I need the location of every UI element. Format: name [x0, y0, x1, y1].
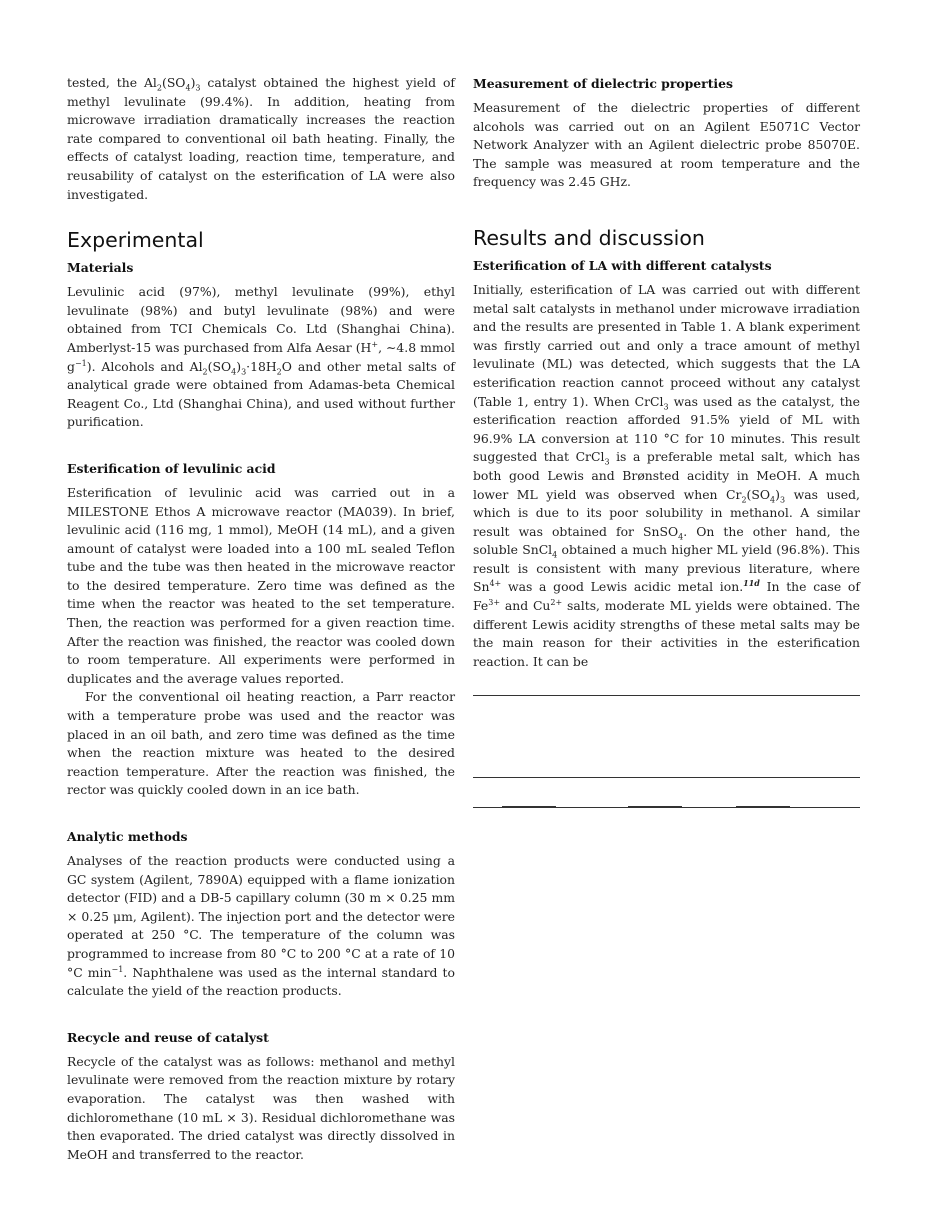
table-rule-segment [736, 806, 790, 808]
analytic-heading: Analytic methods [67, 829, 188, 844]
recycle-paragraph: Recycle of the catalyst was as follows: methanol and methyl levulinate were removed from the reaction mixture by rotary evaporation. The catalyst was then washed with dichloromethane (10 mL × 3). Residual dichloromethane was then evaporated. The dried catalyst was directly dissolved in MeOH and transferred to the reactor. [67, 1053, 455, 1162]
reference-11d[interactable]: 11d [743, 578, 760, 589]
dielectric-heading: Measurement of dielectric properties [473, 76, 733, 91]
analytic-paragraph: Analyses of the reaction products were conducted using a GC system (Agilent, 7890A) equipped with a flame ionization detector (FID) and a DB-5 capillary column (30 m × 0.25 mm × 0.25 μm, Agilent). The injection port and the detector were operated at 250 °C. The temperature of the column was programmed to increase from 80 °C to 200 °C at a rate of 10 °C $\min^{-1}$. Naphthalene was used as the internal standard to calculate the yield of the reaction products. [67, 853, 455, 999]
intro-paragraph: tested, the $Al_2(SO_4)_3$ catalyst obtained the highest yield of methyl levulinate (99.4%). In addition, heating from microwave irradiation dramatically increases the reaction rate compared to conventional oil bath heating. Finally, the effects of catalyst loading, reaction time, temperature, and reusability of catalyst on the esterification of LA were also investigated. [67, 75, 455, 202]
recycle-heading: Recycle and reuse of catalyst [67, 1029, 269, 1045]
table-rule-segment [628, 806, 682, 808]
esterification-paragraph-2: For the conventional oil heating reaction, a Parr reactor with a temperature probe was used and the reactor was placed in an oil bath, and zero time was defined as the time when the reaction mixture was heated to the desired reaction temperature. After the reaction was finished, the rector was quickly cooled down in an ice bath. [67, 689, 455, 798]
table-top-rule [473, 695, 860, 696]
dielectric-paragraph: Measurement of the dielectric properties of different alcohols was carried out on an Agilent E5071C Vector Network Analyzer with an Agilent dielectric probe 85070E. The sample was measured at room temperature and the frequency was 2.45 GHz. [473, 100, 860, 190]
experimental-heading: Experimental [67, 228, 204, 253]
esterification-heading: Esterification of levulinic acid [67, 460, 276, 476]
table-mid-rule [473, 777, 860, 778]
materials-paragraph: Levulinic acid (97%), methyl levulinate (99%), ethyl levulinate (98%) and butyl levulinate (98%) and were obtained from TCI Chemicals Co. Ltd (Shanghai China). Amberlyst-15 was purchased from Alfa Aesar (H+, ∼4.8 mmol $g^{-1}$). Alcohols and $Al_2(SO_4)_3\cdot 18H_2O$ and other metal salts of analytical grade were obtained from Adamas-beta Chemical Reagent Co., Ltd (Shanghai China), and used without further purification. [67, 284, 455, 430]
materials-heading: Materials [67, 260, 134, 276]
right-column [473, 74, 860, 671]
results-heading: Results and discussion [473, 225, 705, 250]
esterification-paragraph-1: Esterification of levulinic acid was carried out in a MILESTONE Ethos A microwave reactor (MA039). In brief, levulinic acid (116 mg, 1 mmol), MeOH (14 mL), and a given amount of catalyst were loaded into a 100 mL sealed Teflon tube and the tube was then heated in the microwave reactor to the desired temperature. Zero time was defined as the time when the reactor was heated to the set temperature. Then, the reaction was performed for a given reaction time. After the reaction was finished, the reactor was cooled down to room temperature. All experiments were performed in duplicates and the average values reported. [67, 484, 455, 686]
table-rule-segment [502, 806, 556, 808]
results-paragraph: Initially, esterification of LA was carried out with different metal salt catalysts in methanol under microwave irradiation and the results are presented in Table 1. A blank experiment was firstly carried out and only a trace amount of methyl levulinate (ML) was detected, which suggests that the LA esterification reaction cannot proceed without any catalyst (Table 1, entry 1). When CrCl$_3$ was used as the catalyst, the esterification reaction afforded 91.5% yield of ML with 96.9% LA conversion at 110 °C for 10 minutes. This result suggested that CrCl$_3$ is a preferable metal salt, which has both good Lewis and Brønsted acidity in MeOH. A much lower ML yield was observed when $Cr_2(SO_4)_3$ was used, which is due to its poor solubility in methanol. A similar result was obtained for SnSO$_4$. On the other hand, the soluble SnCl$_4$ obtained a much higher ML yield (96.8%). This result is consistent with many previous literature, where $Sn^{4+}$ was a good Lewis acidic metal ion.$^{11d}$ In the case of $Fe^{3+}$ and $Cu^{2+}$ salts, moderate ML yields were obtained. The different Lewis acidity strengths of these metal salts may be the main reason for their activities in the esterification reaction. It can be [473, 281, 861, 669]
left-column [67, 74, 455, 1164]
catalysts-heading: Esterification of LA with different catalysts [473, 257, 772, 273]
